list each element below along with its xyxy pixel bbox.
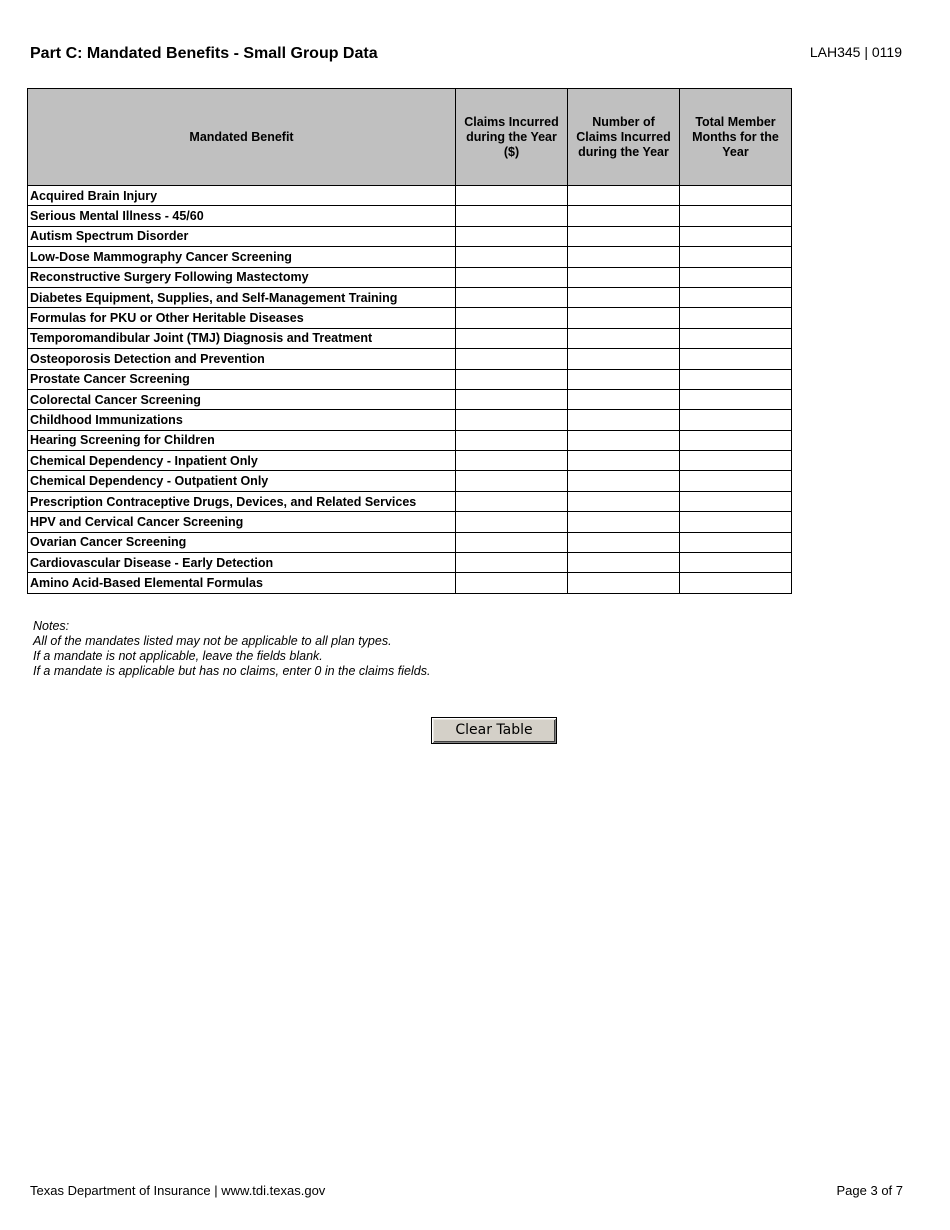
column-header-number-of-claims: Number of Claims Incurred during the Year: [568, 89, 680, 186]
table-row: [28, 512, 792, 532]
claims-incurred-input[interactable]: [456, 329, 567, 348]
member-months-input-cell: [680, 553, 792, 573]
member-months-input-cell: [680, 430, 792, 450]
member-months-input[interactable]: [680, 268, 791, 287]
number-of-claims-input-cell: [568, 328, 680, 348]
footer-agency: Texas Department of Insurance | www.tdi.texas.gov: [30, 1183, 326, 1198]
member-months-input[interactable]: [680, 390, 791, 409]
table-row: [28, 471, 792, 491]
number-of-claims-input[interactable]: [568, 206, 679, 225]
number-of-claims-input-cell: [568, 287, 680, 307]
number-of-claims-input[interactable]: [568, 329, 679, 348]
claims-incurred-input-cell: [456, 451, 568, 471]
claims-incurred-input[interactable]: [456, 410, 567, 429]
member-months-input-cell: [680, 573, 792, 593]
table-row: [28, 573, 792, 593]
number-of-claims-input[interactable]: [568, 410, 679, 429]
note-line: If a mandate is not applicable, leave the fields blank.: [33, 649, 323, 663]
table-row: [28, 349, 792, 369]
claims-incurred-input-cell: [456, 308, 568, 328]
claims-incurred-input-cell: [456, 349, 568, 369]
table-row: [28, 226, 792, 246]
number-of-claims-input-cell: [568, 573, 680, 593]
benefit-name: Formulas for PKU or Other Heritable Diseases: [28, 308, 456, 328]
benefit-name: Chemical Dependency - Inpatient Only: [28, 451, 456, 471]
benefit-name: HPV and Cervical Cancer Screening: [28, 512, 456, 532]
number-of-claims-input-cell: [568, 267, 680, 287]
member-months-input-cell: [680, 349, 792, 369]
claims-incurred-input-cell: [456, 186, 568, 206]
claims-incurred-input[interactable]: [456, 512, 567, 531]
claims-incurred-input-cell: [456, 410, 568, 430]
benefit-name: Reconstructive Surgery Following Mastectomy: [28, 267, 456, 287]
benefit-name: Acquired Brain Injury: [28, 186, 456, 206]
member-months-input-cell: [680, 267, 792, 287]
member-months-input-cell: [680, 451, 792, 471]
member-months-input-cell: [680, 471, 792, 491]
number-of-claims-input[interactable]: [568, 451, 679, 470]
benefit-name: Colorectal Cancer Screening: [28, 389, 456, 409]
member-months-input-cell: [680, 369, 792, 389]
number-of-claims-input[interactable]: [568, 308, 679, 327]
note-line: All of the mandates listed may not be applicable to all plan types.: [33, 634, 392, 648]
claims-incurred-input[interactable]: [456, 390, 567, 409]
benefit-name: Autism Spectrum Disorder: [28, 226, 456, 246]
benefit-name: Chemical Dependency - Outpatient Only: [28, 471, 456, 491]
claims-incurred-input[interactable]: [456, 492, 567, 511]
number-of-claims-input-cell: [568, 410, 680, 430]
number-of-claims-input-cell: [568, 206, 680, 226]
member-months-input-cell: [680, 512, 792, 532]
benefit-name: Amino Acid-Based Elemental Formulas: [28, 573, 456, 593]
member-months-input-cell: [680, 287, 792, 307]
table-row: [28, 430, 792, 450]
claims-incurred-input-cell: [456, 287, 568, 307]
member-months-input-cell: [680, 226, 792, 246]
member-months-input-cell: [680, 186, 792, 206]
table-row: [28, 369, 792, 389]
table-row: [28, 532, 792, 552]
table-header-row: [28, 89, 792, 186]
claims-incurred-input-cell: [456, 267, 568, 287]
benefit-name: Prescription Contraceptive Drugs, Devices, and Related Services: [28, 491, 456, 511]
member-months-input[interactable]: [680, 410, 791, 429]
member-months-input[interactable]: [680, 451, 791, 470]
number-of-claims-input-cell: [568, 369, 680, 389]
claims-incurred-input-cell: [456, 491, 568, 511]
table-row: [28, 267, 792, 287]
member-months-input[interactable]: [680, 471, 791, 490]
benefit-name: Low-Dose Mammography Cancer Screening: [28, 247, 456, 267]
member-months-input[interactable]: [680, 349, 791, 368]
number-of-claims-input-cell: [568, 430, 680, 450]
number-of-claims-input-cell: [568, 308, 680, 328]
claims-incurred-input[interactable]: [456, 431, 567, 450]
notes-heading: Notes:: [33, 619, 70, 633]
member-months-input[interactable]: [680, 186, 791, 205]
benefit-name: Serious Mental Illness - 45/60: [28, 206, 456, 226]
claims-incurred-input-cell: [456, 573, 568, 593]
benefit-name: Diabetes Equipment, Supplies, and Self-Management Training: [28, 287, 456, 307]
column-header-claims-incurred: Claims Incurred during the Year ($): [456, 89, 568, 186]
number-of-claims-input[interactable]: [568, 492, 679, 511]
number-of-claims-input[interactable]: [568, 573, 679, 592]
member-months-input[interactable]: [680, 492, 791, 511]
number-of-claims-input-cell: [568, 532, 680, 552]
member-months-input[interactable]: [680, 431, 791, 450]
member-months-input[interactable]: [680, 288, 791, 307]
number-of-claims-input[interactable]: [568, 288, 679, 307]
member-months-input-cell: [680, 328, 792, 348]
member-months-input[interactable]: [680, 573, 791, 592]
number-of-claims-input[interactable]: [568, 349, 679, 368]
number-of-claims-input[interactable]: [568, 512, 679, 531]
claims-incurred-input[interactable]: [456, 451, 567, 470]
number-of-claims-input[interactable]: [568, 227, 679, 246]
table-row: [28, 389, 792, 409]
number-of-claims-input[interactable]: [568, 431, 679, 450]
notes: [33, 619, 430, 679]
member-months-input[interactable]: [680, 206, 791, 225]
table-row: [28, 491, 792, 511]
member-months-input[interactable]: [680, 227, 791, 246]
claims-incurred-input[interactable]: [456, 186, 567, 205]
table-row: [28, 287, 792, 307]
mandated-benefits-table: [27, 88, 792, 594]
claims-incurred-input-cell: [456, 328, 568, 348]
member-months-input-cell: [680, 491, 792, 511]
member-months-input-cell: [680, 308, 792, 328]
member-months-input-cell: [680, 532, 792, 552]
claims-incurred-input-cell: [456, 532, 568, 552]
member-months-input-cell: [680, 389, 792, 409]
number-of-claims-input-cell: [568, 389, 680, 409]
table-row: [28, 186, 792, 206]
number-of-claims-input[interactable]: [568, 370, 679, 389]
claims-incurred-input[interactable]: [456, 533, 567, 552]
number-of-claims-input-cell: [568, 451, 680, 471]
member-months-input-cell: [680, 410, 792, 430]
claims-incurred-input[interactable]: [456, 247, 567, 266]
claims-incurred-input-cell: [456, 247, 568, 267]
table-row: [28, 451, 792, 471]
number-of-claims-input-cell: [568, 186, 680, 206]
claims-incurred-input[interactable]: [456, 288, 567, 307]
member-months-input[interactable]: [680, 329, 791, 348]
claims-incurred-input-cell: [456, 206, 568, 226]
number-of-claims-input[interactable]: [568, 533, 679, 552]
column-header-benefit: Mandated Benefit: [28, 89, 456, 186]
benefit-name: Cardiovascular Disease - Early Detection: [28, 553, 456, 573]
claims-incurred-input[interactable]: [456, 227, 567, 246]
number-of-claims-input-cell: [568, 512, 680, 532]
claims-incurred-input-cell: [456, 512, 568, 532]
form-id: LAH345 | 0119: [809, 44, 902, 60]
member-months-input[interactable]: [680, 553, 791, 572]
number-of-claims-input[interactable]: [568, 247, 679, 266]
claims-incurred-input[interactable]: [456, 573, 567, 592]
member-months-input[interactable]: [680, 308, 791, 327]
table-row: [28, 410, 792, 430]
claims-incurred-input[interactable]: [456, 349, 567, 368]
claims-incurred-input-cell: [456, 389, 568, 409]
benefit-name: Osteoporosis Detection and Prevention: [28, 349, 456, 369]
claims-incurred-input-cell: [456, 553, 568, 573]
claims-incurred-input-cell: [456, 226, 568, 246]
number-of-claims-input[interactable]: [568, 553, 679, 572]
claims-incurred-input-cell: [456, 471, 568, 491]
clear-table-button[interactable]: Clear Table: [431, 717, 557, 744]
footer-page-number: Page 3 of 7: [836, 1183, 903, 1198]
benefit-name: Childhood Immunizations: [28, 410, 456, 430]
claims-incurred-input-cell: [456, 430, 568, 450]
member-months-input[interactable]: [680, 533, 791, 552]
number-of-claims-input[interactable]: [568, 268, 679, 287]
member-months-input-cell: [680, 247, 792, 267]
table-row: [28, 247, 792, 267]
claims-incurred-input-cell: [456, 369, 568, 389]
table-row: [28, 308, 792, 328]
claims-incurred-input[interactable]: [456, 268, 567, 287]
number-of-claims-input[interactable]: [568, 390, 679, 409]
note-line: If a mandate is applicable but has no claims, enter 0 in the claims fields.: [33, 664, 431, 678]
benefit-name: Temporomandibular Joint (TMJ) Diagnosis and Treatment: [28, 328, 456, 348]
claims-incurred-input[interactable]: [456, 370, 567, 389]
number-of-claims-input[interactable]: [568, 186, 679, 205]
column-header-member-months: Total Member Months for the Year: [680, 89, 792, 186]
benefit-name: Hearing Screening for Children: [28, 430, 456, 450]
member-months-input[interactable]: [680, 370, 791, 389]
number-of-claims-input-cell: [568, 491, 680, 511]
claims-incurred-input[interactable]: [456, 471, 567, 490]
number-of-claims-input-cell: [568, 226, 680, 246]
table-row: [28, 553, 792, 573]
number-of-claims-input-cell: [568, 247, 680, 267]
table-row: [28, 328, 792, 348]
number-of-claims-input[interactable]: [568, 471, 679, 490]
page-title: Part C: Mandated Benefits - Small Group Data: [30, 45, 378, 62]
number-of-claims-input-cell: [568, 349, 680, 369]
claims-incurred-input[interactable]: [456, 206, 567, 225]
member-months-input[interactable]: [680, 247, 791, 266]
number-of-claims-input-cell: [568, 471, 680, 491]
member-months-input[interactable]: [680, 512, 791, 531]
claims-incurred-input[interactable]: [456, 308, 567, 327]
table-row: [28, 206, 792, 226]
claims-incurred-input[interactable]: [456, 553, 567, 572]
number-of-claims-input-cell: [568, 553, 680, 573]
benefit-name: Prostate Cancer Screening: [28, 369, 456, 389]
member-months-input-cell: [680, 206, 792, 226]
benefit-name: Ovarian Cancer Screening: [28, 532, 456, 552]
